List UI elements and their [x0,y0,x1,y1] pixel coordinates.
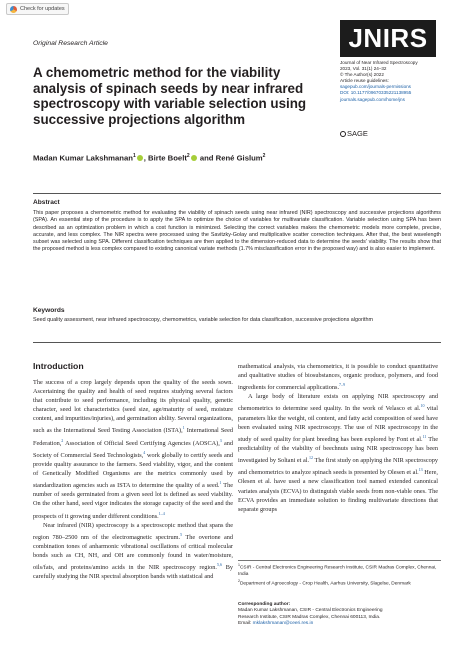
corresponding-author [238,602,441,628]
intro-paragraph: A large body of literature exists on applying NIR spectroscopy and chemometrics to determine seed quality. In the work of Velasco et al.$^{10}$ vital parameters like the weight, oil content, and fatty acid composition of seed have been evaluated using NIR spectroscopy. The use of NIR spectroscopy in the study of seed quality for plant breeding has been explored by Font et al.$^{11}$ The predictability of the viability of beechnuts using NIR spectroscopy has been investigated by Soltani et al.$^{12}$ The first study on applying the NIR spectroscopy and chemometrics to analyze spinach seeds is presented by Olesen et al.$^{13}$ Here, Olesen et al. have used a new classification tool named extended canonical variates analysis (ECVA) to distinguish viable seeds from non-viable ones. The ECVA provides an immediate solution to finding multivariate directions that separate groups [238,393,439,513]
check-for-updates-label: Check for updates [20,6,65,12]
publisher-logo [340,129,368,138]
permissions-link[interactable]: sagepub.com/journals-permissions [340,84,411,90]
orcid-icon[interactable] [191,155,197,161]
affiliation-item: $^2$Department of Agroecology - Crop Health, Aarhus University, Slagelse, Denmark [238,579,411,587]
abstract-heading: Abstract [33,199,60,206]
journal-info-line: © The Author(s) 2022 [340,72,384,78]
keywords-text: Seed quality assessment, near infrared spectroscopy, chemometrics, variable selection for data classification, successive projections algorithm [33,317,373,323]
journal-info [340,60,452,103]
crossmark-icon [10,6,17,13]
journal-info-line: Journal of Near Infrared Spectroscopy [340,60,418,65]
right-column [238,362,438,514]
keywords-heading: Keywords [33,307,65,314]
author-name: Madan Kumar Lakshmanan [33,153,133,163]
affiliation-item: $^1$CSIR - Central Electronics Engineering Research Institute, CSIR Madras Complex, Chennai, India [238,563,437,577]
doi-link[interactable]: DOI: 10.1177/09670335221138955 [340,90,412,96]
author-affiliation-mark: 2 [262,153,266,159]
intro-paragraph: mathematical analysis, via chemometrics, it is possible to conduct quantitative and qualitative studies of biosubstances, organic produce, polymers, and food ingredients for commercial applications.$^{7-9}$ [238,363,438,392]
corresponding-heading: Corresponding author: [238,602,291,607]
journal-home-link[interactable]: journals.sagepub.com/home/jns [340,96,405,102]
author-name: Birte Boelt [148,153,187,163]
affiliations [238,562,441,588]
journal-info-line: 2023, Vol. 31(1) 24–32 [340,66,387,72]
introduction-heading: Introduction [33,361,84,371]
author-affiliation-mark: 2 [186,153,190,159]
left-column [33,378,233,581]
sage-mark-icon [340,131,346,137]
author-separator: and [197,153,216,163]
author-list [33,153,433,163]
footnote-divider [238,560,441,561]
abstract-divider [33,193,441,194]
journal-info-line: Article reuse guidelines: [340,78,389,84]
author-separator: , [143,153,149,163]
abstract-text: This paper proposes a chemometric method for evaluating the viability of spinach seeds using near infrared (NIR) spectroscopy and successive projections algorithms (SPA). An essential step of the procedure is to apply the SPA to optimize the choice of variables for multivariate classification. Variable selection using SPA has been described as an optimization problem in which a cost function is minimized. Selecting the correct variables makes the chemometric models more complete, precise, accurate, and less complex. The NIR spectra were processed using the Savitzky-Golay and multiplicative scatter correction techniques. After that, the best wavelength subset was selected using SPA. Different classification techniques are then applied to the dimension-reduced data to determine the seeds' viability. The results show that the proposed method is less complex compared to existing canonical variate methods (1.7% misclassification error in the proposed way) and is also easier to implement. [33,210,441,253]
intro-paragraph: The success of a crop largely depends upon the quality of the seeds sown. Ascertaining the quality and health of seed requires studying several factors that contribute to seed performance, including its physical quality, genetic character, seed lot characteristics (seed size, age/maturity of seed, moisture content, and impurities/injuries), and germination ability. Several organizations, such as the International Seed Testing Association (ISTA),$^1$ International Seed Federation,$^2$ Association of Official Seed Certifying Agencies (AOSCA),$^3$ and Society of Commercial Seed Technologists,$^4$ work globally to certify seeds and provide quality assurance to the farmers. Seed viability, vigor, and the content of Genetically Modified Organisms are the metrics commonly used by standardization agencies such as ISTA to determine the quality of a seed.$^1$ The number of seeds germinated from a given seed lot is defined as seed viability. On the other hand, seed vigor indicates the storage capacity of the seed and the prospects of it growing under different conditions.$^{1-4}$ [33,379,233,520]
intro-paragraph: Near infrared (NIR) spectroscopy is a spectroscopic method that spans the region 780–2500 nm of the electromagnetic spectrum.$^5$ The overtone and combination tones of anharmonic vibrational oscillations of critical molecular bonds such as CH, NH, and OH are commonly found in water/moisture, oils/fats, and proteins/amino acids in the NIR spectroscopy region.$^{5,6}$ By carefully studying the NIR spectral absorption bands with statistical and [33,521,233,581]
email-link[interactable]: mklakshmanan@ceeri.res.in [252,621,314,627]
article-title: A chemometric method for the viability analysis of spinach seeds by near infrared spectroscopy with variable selection using successive projections algorithm [33,65,307,127]
publisher-name: SAGE [347,129,368,138]
author-name: René Gislum [215,153,263,163]
corresponding-line: Madan Kumar Lakshmanan, CSIR - Central Electronics Engineering [238,608,383,614]
article-type: Original Research Article [33,40,108,47]
keywords-divider [33,342,441,343]
journal-logo: JNIRS [340,20,436,57]
check-for-updates-badge[interactable] [6,3,69,15]
author-affiliation-mark: 1 [132,153,136,159]
corresponding-email-row: Email: mklakshmanan@ceeri.res.in [238,621,314,627]
orcid-icon[interactable] [137,155,143,161]
corresponding-line: Research Institute, CSIR Madras Complex, Chennai 600113, India. [238,614,381,620]
